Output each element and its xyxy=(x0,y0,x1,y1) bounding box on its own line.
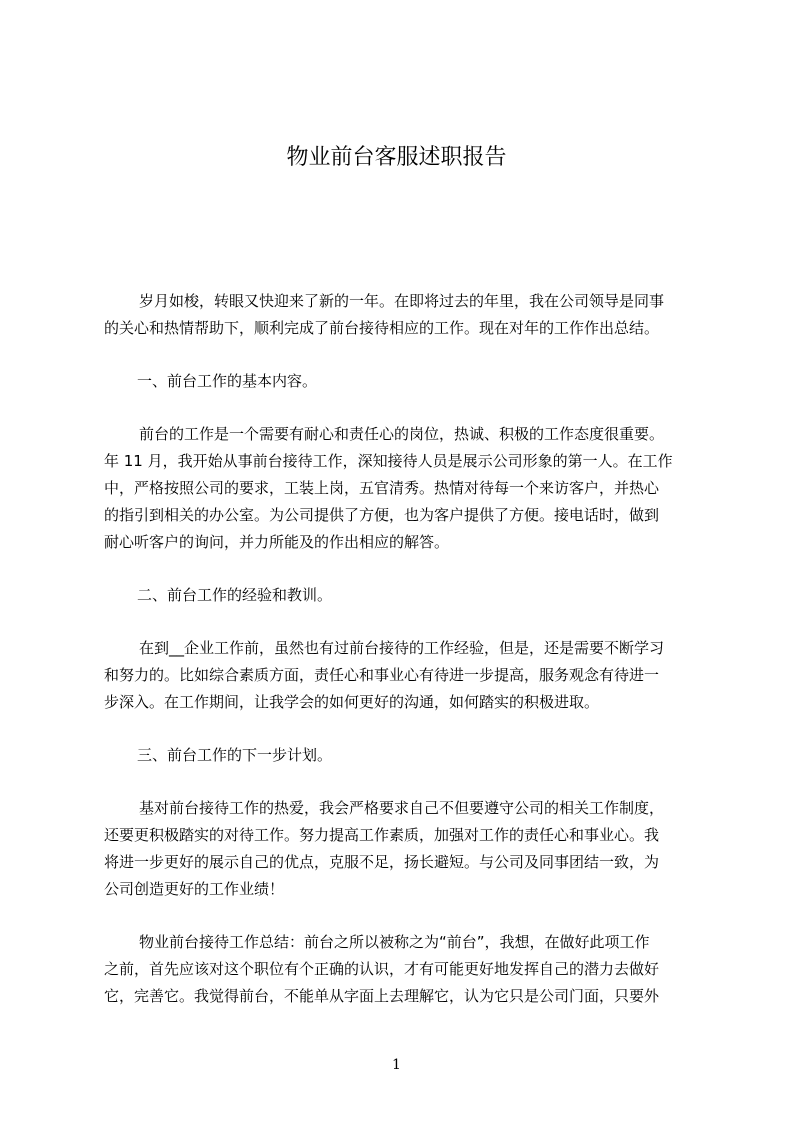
paragraph-4-line-3: 将进一步更好的展示自己的优点，克服不足，扬长避短。与公司及同事团结一致，为 xyxy=(104,853,660,871)
paragraph-3-line-1: 在到__企业工作前，虽然也有过前台接待的工作经验，但是，还是需要不断学习 xyxy=(139,639,665,657)
paragraph-2-line-2: 年 11 月，我开始从事前台接待工作，深知接待人员是展示公司形象的第一人。在工作 xyxy=(104,452,673,470)
paragraph-1-line-1: 岁月如梭，转眼又快迎来了新的一年。在即将过去的年里，我在公司领导是同事 xyxy=(139,292,665,310)
section-heading-2: 二、前台工作的经验和教训。 xyxy=(137,586,333,604)
paragraph-4-line-2: 还要更积极踏实的对待工作。努力提高工作素质，加强对工作的责任心和事业心。我 xyxy=(104,826,660,844)
paragraph-4-line-4: 公司创造更好的工作业绩！ xyxy=(104,880,285,898)
paragraph-2-line-4: 的指引到相关的办公室。为公司提供了方便，也为客户提供了方便。接电话时，做到 xyxy=(104,506,660,524)
paragraph-5-line-2: 之前，首先应该对这个职位有个正确的认识，才有可能更好地发挥自己的潜力去做好 xyxy=(104,960,660,978)
paragraph-2-line-3: 中，严格按照公司的要求，工装上岗，五官清秀。热情对待每一个来访客户，并热心 xyxy=(104,479,660,497)
paragraph-5-line-1: 物业前台接待工作总结：前台之所以被称之为“前台”，我想，在做好此项工作 xyxy=(139,933,650,951)
section-heading-1: 一、前台工作的基本内容。 xyxy=(137,372,318,390)
paragraph-2-line-1: 前台的工作是一个需要有耐心和责任心的岗位，热诚、积极的工作态度很重要。 xyxy=(139,425,665,443)
paragraph-3-line-2: 和努力的。比如综合素质方面，责任心和事业心有待进一步提高，服务观念有待进一 xyxy=(104,666,660,684)
paragraph-5-line-3: 它，完善它。我觉得前台，不能单从字面上去理解它，认为它只是公司门面，只要外 xyxy=(104,987,660,1005)
paragraph-4-line-1: 基对前台接待工作的热爱，我会严格要求自己不但要遵守公司的相关工作制度， xyxy=(139,799,665,817)
paragraph-1-line-2: 的关心和热情帮助下，顺利完成了前台接待相应的工作。现在对年的工作作出总结。 xyxy=(104,319,660,337)
section-heading-3: 三、前台工作的下一步计划。 xyxy=(137,746,333,764)
paragraph-3-line-3: 步深入。在工作期间，让我学会的如何更好的沟通，如何踏实的积极进取。 xyxy=(104,693,600,711)
page-number: 1 xyxy=(392,1057,401,1073)
document-title: 物业前台客服述职报告 xyxy=(286,145,507,170)
paragraph-2-line-5: 耐心听客户的询问，并力所能及的作出相应的解答。 xyxy=(104,533,450,551)
